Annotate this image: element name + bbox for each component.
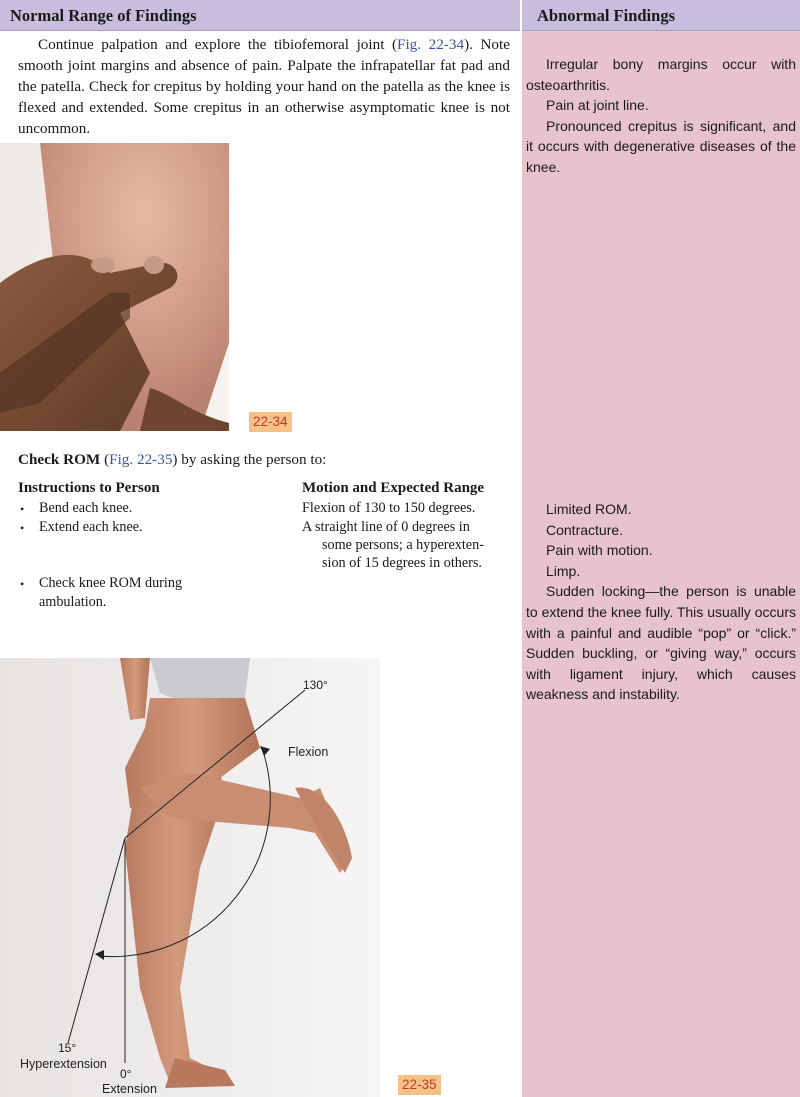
intro-text-2: ). Note smooth joint margins and absence of pain. Palpate the infrapatellar fat pad and the patella. Check for crepitus by holding your hand on the patella as the knee is flexed and extended. Some crepitus in an otherwise asymptomatic knee is not uncommon. xyxy=(18,36,510,137)
abnormal-item: Contracture. xyxy=(546,521,624,538)
instruction-item: Extend each knee. xyxy=(39,519,143,535)
bullet: • xyxy=(20,521,25,535)
instruction-item: Bend each knee. xyxy=(39,500,133,516)
abnormal-item: Limited ROM. xyxy=(546,501,632,517)
abnormal-item: Limp. xyxy=(546,562,581,579)
abnormal-findings-1 xyxy=(526,54,796,178)
knee-palpation-photo xyxy=(0,143,229,431)
extension-label: Extension xyxy=(102,1082,157,1096)
motion-item: sion of 15 degrees in others. xyxy=(322,555,482,571)
instruction-item: Check knee ROM during ambulation. xyxy=(39,575,183,610)
angle-15-label: 15° xyxy=(58,1041,77,1055)
rom-intro-open: ( xyxy=(100,451,110,468)
motion-item: A straight line of 0 degrees in xyxy=(302,519,470,535)
column-divider xyxy=(520,0,522,1097)
fig-ref-22-35[interactable]: Fig. 22-35 xyxy=(109,451,173,468)
abnormal-item: Pronounced crepitus is significant, and it occurs with degenerative diseases of the knee. xyxy=(526,117,796,175)
abnormal-findings-2 xyxy=(526,499,796,705)
rom-intro-bold: Check ROM xyxy=(18,451,101,468)
abnormal-item: Irregular bony margins occur with osteoarthritis. xyxy=(526,56,796,93)
knee-rom-photo xyxy=(0,658,380,1097)
flexion-label: Flexion xyxy=(288,745,329,759)
abnormal-item: Sudden locking—the person is unable to extend the knee fully. This usually occurs with a painful and audible “pop” or “click.” Sudden buckling, or “giving way,” occurs with ligament injury, which causes weakness and instability. xyxy=(526,583,796,703)
motion-item: Flexion of 130 to 150 degrees. xyxy=(302,500,476,516)
figure-label-22-34: 22-34 xyxy=(249,412,292,432)
figure-label-22-35: 22-35 xyxy=(398,1075,441,1095)
normal-findings-header xyxy=(0,0,520,31)
intro-paragraph xyxy=(18,34,510,139)
intro-text-1: Continue palpation and explore the tibiofemoral joint ( xyxy=(38,36,398,53)
bullet: • xyxy=(20,502,25,516)
abnormal-findings-header xyxy=(522,0,800,31)
angle-130-label: 130° xyxy=(303,678,328,692)
normal-findings-title: Normal Range of Findings xyxy=(10,6,197,25)
bullet: • xyxy=(20,577,25,591)
abnormal-item: Pain with motion. xyxy=(546,542,653,559)
abnormal-item: Pain at joint line. xyxy=(546,97,649,114)
abnormal-findings-title: Abnormal Findings xyxy=(537,6,675,25)
motion-item: some persons; a hyperexten- xyxy=(322,537,484,553)
instructions-header: Instructions to Person xyxy=(18,480,160,496)
rom-intro xyxy=(18,451,326,469)
motion-header: Motion and Expected Range xyxy=(302,480,485,496)
rom-intro-rest: ) by asking the person to: xyxy=(172,451,327,468)
fig-ref-22-34[interactable]: Fig. 22-34 xyxy=(397,36,465,53)
hyperextension-label: Hyperextension xyxy=(20,1057,107,1071)
angle-0-label: 0° xyxy=(120,1067,132,1081)
